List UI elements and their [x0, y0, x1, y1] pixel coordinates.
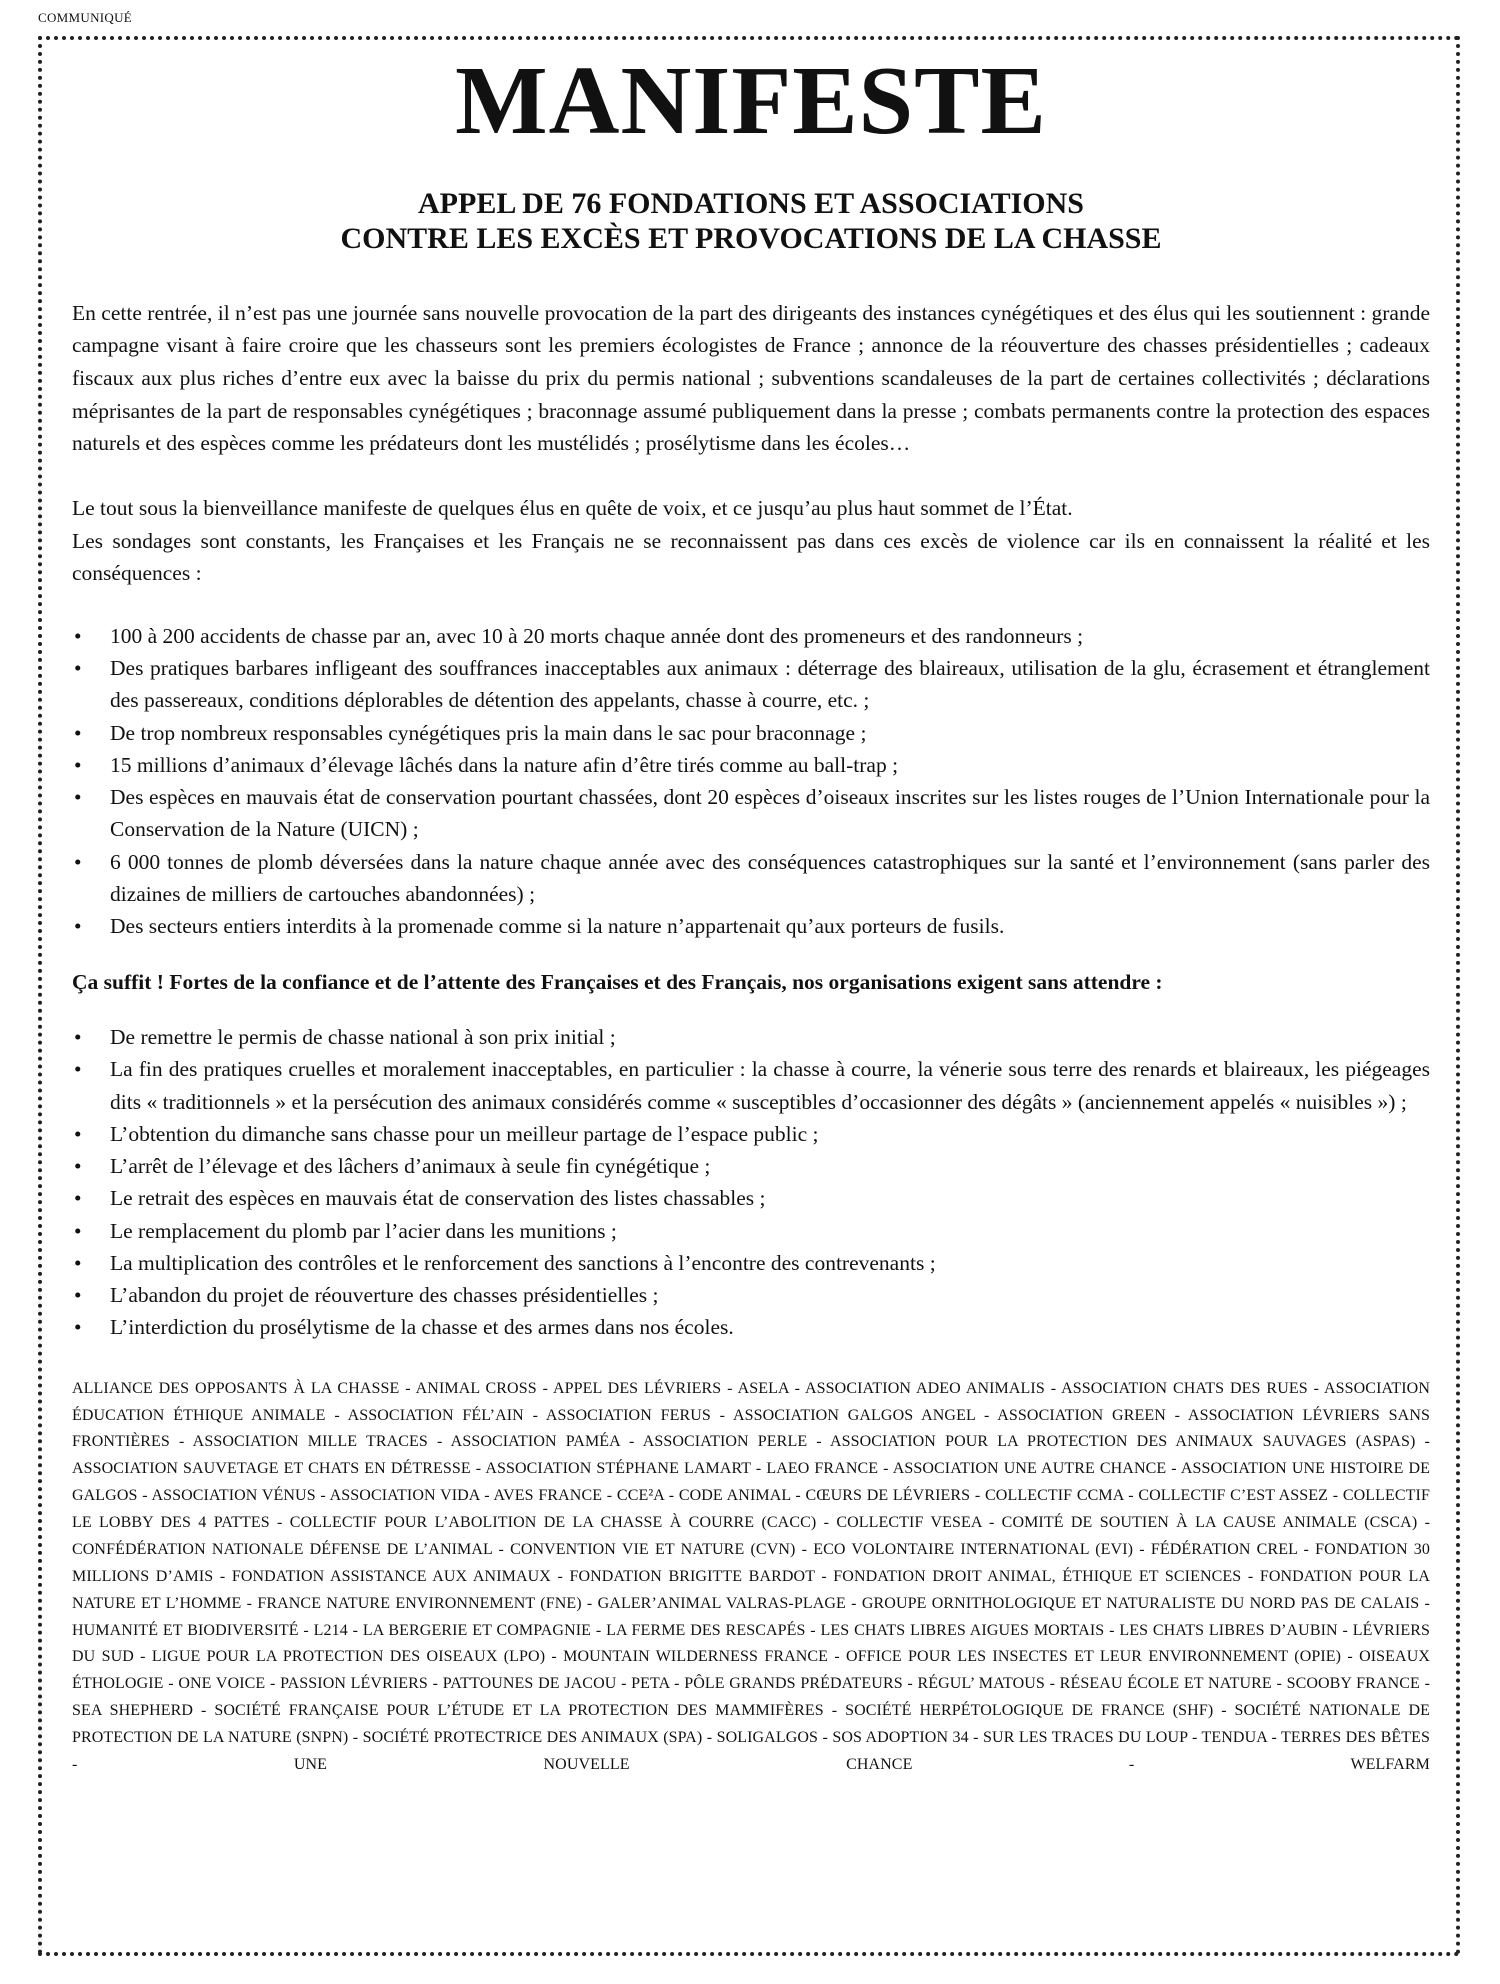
demand-item: • L’arrêt de l’élevage et des lâchers d’animaux à seule fin cynégétique ; [72, 1150, 1430, 1182]
communique-tag: COMMUNIQUÉ [38, 10, 132, 25]
second-paragraph-line-2: Les sondages sont constants, les Françaises et les Français ne se reconnaissent pas dans ces excès de violence car ils en connaissent la réalité et les conséquences : [72, 528, 1430, 586]
demand-item: • L’obtention du dimanche sans chasse pour un meilleur partage de l’espace public ; [72, 1118, 1430, 1150]
second-paragraph [72, 492, 1430, 590]
fact-item: • Des secteurs entiers interdits à la promenade comme si la nature n’appartenait qu’aux porteurs de fusils. [72, 910, 1430, 942]
dotted-frame [38, 36, 1460, 1956]
document-title: MANIFESTE [455, 47, 1047, 155]
fact-item: • De trop nombreux responsables cynégétiques pris la main dans le sac pour braconnage ; [72, 717, 1430, 749]
document-subtitle [72, 186, 1430, 257]
demands-intro: Ça suffit ! Fortes de la confiance et de l’attente des Françaises et des Français, nos organisations exigent sans attendre : [72, 970, 1163, 995]
fact-item: • 15 millions d’animaux d’élevage lâchés dans la nature afin d’être tirés comme au ball-trap ; [72, 749, 1430, 781]
subtitle-line-2: CONTRE LES EXCÈS ET PROVOCATIONS DE LA CHASSE [340, 222, 1162, 256]
facts-list [72, 620, 1430, 943]
demand-item: • De remettre le permis de chasse national à son prix initial ; [72, 1021, 1430, 1053]
demand-item: • La multiplication des contrôles et le renforcement des sanctions à l’encontre des contrevenants ; [72, 1247, 1430, 1279]
fact-item: • Des espèces en mauvais état de conservation pourtant chassées, dont 20 espèces d’oiseaux inscrites sur les listes rouges de l’Union Internationale pour la Conservation de la Nature (UICN) ; [72, 781, 1430, 846]
demands-list [72, 1021, 1430, 1344]
second-paragraph-line-1: Le tout sous la bienveillance manifeste de quelques élus en quête de voix, et ce jusqu’au plus haut sommet de l’État. [72, 495, 1073, 520]
intro-paragraph: En cette rentrée, il n’est pas une journée sans nouvelle provocation de la part des dirigeants des instances cynégétiques et des élus qui les soutiennent : grande campagne visant à faire croire que les chasseurs sont les premiers écologistes de France ; annonce de la réouverture des chasses présidentielles ; cadeaux fiscaux aux plus riches d’entre eux avec la baisse du prix du permis national ; subventions scandaleuses de la part de certaines collectivités ; déclarations méprisantes de la part de responsables cynégétiques ; braconnage assumé publiquement dans la presse ; combats permanents contre la protection des espaces naturels et des espèces comme les prédateurs dont les mustélidés ; prosélytisme dans les écoles… [72, 300, 1430, 456]
fact-item: • 6 000 tonnes de plomb déversées dans la nature chaque année avec des conséquences catastrophiques sur la santé et l’environnement (sans parler des dizaines de milliers de cartouches abandonnées) ; [72, 846, 1430, 911]
demand-item: • L’abandon du projet de réouverture des chasses présidentielles ; [72, 1279, 1430, 1311]
demand-item: • Le remplacement du plomb par l’acier dans les munitions ; [72, 1215, 1430, 1247]
signatories-list: ALLIANCE DES OPPOSANTS À LA CHASSE - ANIMAL CROSS - APPEL DES LÉVRIERS - ASELA - ASSOCIATION ADEO ANIMALIS - ASSOCIATION CHATS DES RUES - ASSOCIATION ÉDUCATION ÉTHIQUE ANIMALE - ASSOCIATION FÉL’AIN - ASSOCIATION FERUS - ASSOCIATION GALGOS ANGEL - ASSOCIATION GREEN - ASSOCIATION LÉVRIERS SANS FRONTIÈRES - ASSOCIATION MILLE TRACES - ASSOCIATION PAMÉA - ASSOCIATION PERLE - ASSOCIATION POUR LA PROTECTION DES ANIMAUX SAUVAGES (ASPAS) - ASSOCIATION SAUVETAGE ET CHATS EN DÉTRESSE - ASSOCIATION STÉPHANE LAMART - LAEO FRANCE - ASSOCIATION UNE AUTRE CHANCE - ASSOCIATION UNE HISTOIRE DE GALGOS - ASSOCIATION VÉNUS - ASSOCIATION VIDA - AVES FRANCE - CCE²A - CODE ANIMAL - CŒURS DE LÉVRIERS - COLLECTIF CCMA - COLLECTIF C’EST ASSEZ - COLLECTIF LE LOBBY DES 4 PATTES - COLLECTIF POUR L’ABOLITION DE LA CHASSE À COURRE (CACC) - COLLECTIF VESEA - COMITÉ DE SOUTIEN À LA CAUSE ANIMALE (CSCA) - CONFÉDÉRATION NATIONALE DÉFENSE DE L’ANIMAL - CONVENTION VIE ET NATURE (CVN) - ECO VOLONTAIRE INTERNATIONAL (EVI) - FÉDÉRATION CREL - FONDATION 30 MILLIONS D’AMIS - FONDATION ASSISTANCE AUX ANIMAUX - FONDATION BRIGITTE BARDOT - FONDATION DROIT ANIMAL, ÉTHIQUE ET SCIENCES - FONDATION POUR LA NATURE ET L’HOMME - FRANCE NATURE ENVIRONNEMENT (FNE) - GALER’ANIMAL VALRAS-PLAGE - GROUPE ORNITHOLOGIQUE ET NATURALISTE DU NORD PAS DE CALAIS - HUMANITÉ ET BIODIVERSITÉ - L214 - LA BERGERIE ET COMPAGNIE - LA FERME DES RESCAPÉS - LES CHATS LIBRES AIGUES MORTAIS - LES CHATS LIBRES D’AUBIN - LÉVRIERS DU SUD - LIGUE POUR LA PROTECTION DES OISEAUX (LPO) - MOUNTAIN WILDERNESS FRANCE - OFFICE POUR LES INSECTES ET LEUR ENVIRONNEMENT (OPIE) - OISEAUX ÉTHOLOGIE - ONE VOICE - PASSION LÉVRIERS - PATTOUNES DE JACOU - PETA - PÔLE GRANDS PRÉDATEURS - RÉGUL’ MATOUS - RÉSEAU ÉCOLE ET NATURE - SCOOBY FRANCE - SEA SHEPHERD - SOCIÉTÉ FRANÇAISE POUR L’ÉTUDE ET LA PROTECTION DES MAMMIFÈRES - SOCIÉTÉ HERPÉTOLOGIQUE DE FRANCE (SHF) - SOCIÉTÉ NATIONALE DE PROTECTION DE LA NATURE (SNPN) - SOCIÉTÉ PROTECTRICE DES ANIMAUX (SPA) - SOLIGALGOS - SOS ADOPTION 34 - SUR LES TRACES DU LOUP - TENDUA - TERRES DES BÊTES - UNE NOUVELLE CHANCE - WELFARM [72, 1379, 1430, 1773]
demand-item: • Le retrait des espèces en mauvais état de conservation des listes chassables ; [72, 1182, 1430, 1214]
document-body [72, 40, 1430, 1779]
fact-item: • Des pratiques barbares infligeant des souffrances inacceptables aux animaux : déterrage des blaireaux, utilisation de la glu, écrasement et étranglement des passereaux, conditions déplorables de détention des appelants, chasse à courre, etc. ; [72, 652, 1430, 717]
subtitle-line-1: APPEL DE 76 FONDATIONS ET ASSOCIATIONS [418, 186, 1084, 220]
demand-item: • La fin des pratiques cruelles et moralement inacceptables, en particulier : la chasse à courre, la vénerie sous terre des renards et blaireaux, les piégeages dits « traditionnels » et la persécution des animaux considérés comme « susceptibles d’occasionner des dégâts » (anciennement appelés « nuisibles ») ; [72, 1053, 1430, 1118]
demand-item: • L’interdiction du prosélytisme de la chasse et des armes dans nos écoles. [72, 1311, 1430, 1343]
fact-item: • 100 à 200 accidents de chasse par an, avec 10 à 20 morts chaque année dont des promeneurs et des randonneurs ; [72, 620, 1430, 652]
